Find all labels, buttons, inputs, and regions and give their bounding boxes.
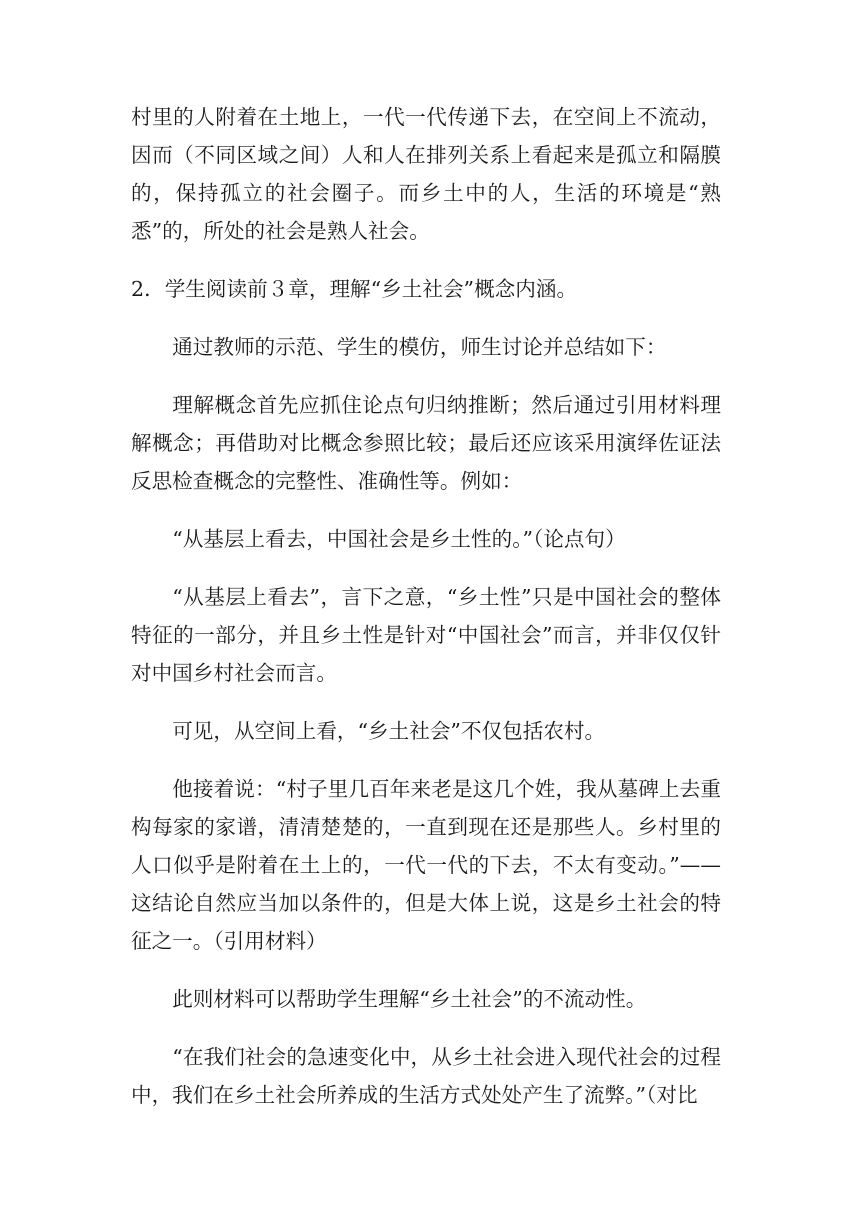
paragraph-summary-intro: 通过教师的示范、学生的模仿，师生讨论并总结如下： [172,335,667,359]
paragraph-step-2-heading: 2．学生阅读前３章，理解“乡土社会”概念内涵。 [131,277,578,301]
paragraph-spatial-conclusion: 可见，从空间上看，“乡土社会”不仅包括农村。 [172,719,606,743]
document-body [131,98,721,1134]
paragraph-cited-material: 他接着说：“村子里几百年来老是这几个姓，我从墓碑上去重构每家的家谱，清清楚楚的，一直到现在还是那些人。乡村里的人口似乎是附着在土上的，一代一代的下去，不太有变动。”——这结论自然应当加以条件的，但是大体上说，这是乡土社会的特征之一。（引用材料） [131,777,721,953]
paragraph-immobility-note: 此则材料可以帮助学生理解“乡土社会”的不流动性。 [172,987,647,1011]
paragraph-thesis-analysis: “从基层上看去”，言下之意，“乡土性”只是中国社会的整体特征的一部分，并且乡土性是针对“中国社会”而言，并非仅仅针对中国乡村社会而言。 [131,585,721,685]
paragraph-contrast-quote: “在我们社会的急速变化中，从乡土社会进入现代社会的过程中，我们在乡土社会所养成的生活方式处处产生了流弊。”（对比 [131,1045,721,1107]
paragraph-concept-method: 理解概念首先应抓住论点句归纳推断；然后通过引用材料理解概念；再借助对比概念参照比较；最后还应该采用演绎佐证法反思检查概念的完整性、准确性等。例如： [131,393,721,493]
paragraph-village-isolation: 村里的人附着在土地上，一代一代传递下去，在空间上不流动，因而（不同区域之间）人和人在排列关系上看起来是孤立和隔膜的，保持孤立的社会圈子。而乡土中的人，生活的环境是“熟悉”的，所处的社会是熟人社会。 [131,105,721,243]
paragraph-thesis-quote: “从基层上看去，中国社会是乡土性的。”（论点句） [172,527,626,551]
